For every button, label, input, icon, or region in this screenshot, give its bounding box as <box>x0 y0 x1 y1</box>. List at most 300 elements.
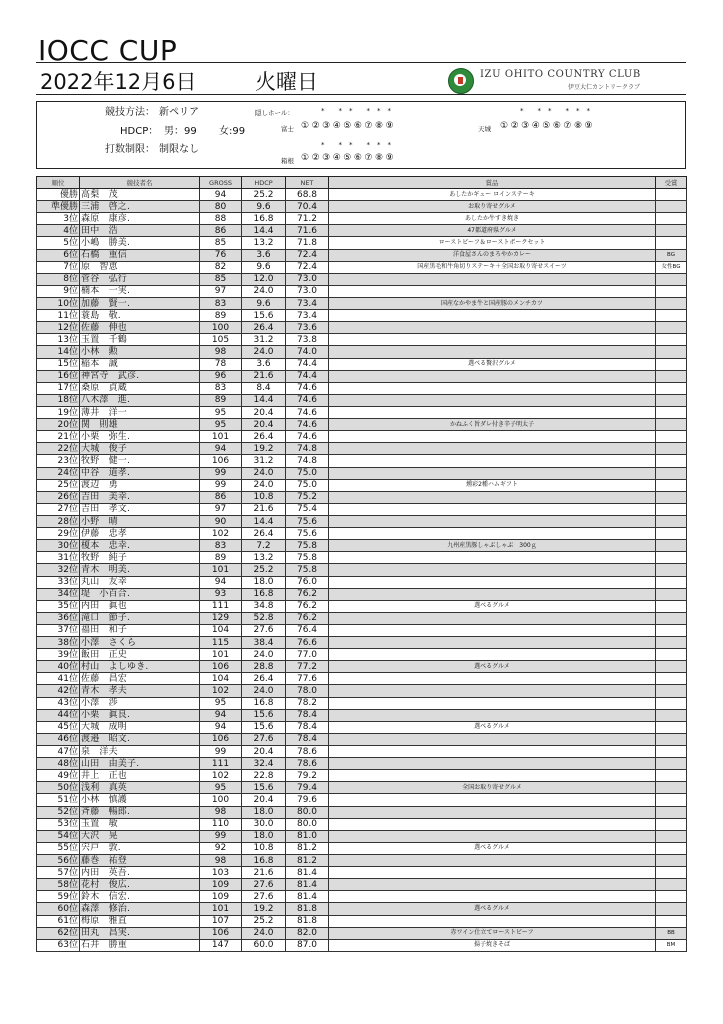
cell-net: 74.6 <box>286 382 329 394</box>
cell-name: 宍戸 敦. <box>80 842 200 854</box>
cell-rank: 20位 <box>37 419 80 431</box>
cell-name: 吉田 美幸. <box>80 491 200 503</box>
cell-hdcp: 20.4 <box>242 794 286 806</box>
cell-gross: 89 <box>200 552 242 564</box>
hidden-holes-label: 隠しホール： <box>255 109 294 117</box>
cell-rank: 準優勝 <box>37 201 80 213</box>
cell-award <box>656 394 687 406</box>
cell-hdcp: 9.6 <box>242 261 286 273</box>
method-label: 競技方法： <box>105 107 155 118</box>
cell-prize: 全国お取り寄せグルメ <box>329 782 656 794</box>
table-row <box>37 515 687 527</box>
cell-award <box>656 770 687 782</box>
cell-prize <box>329 879 656 891</box>
cell-prize <box>329 503 656 515</box>
cell-name: 田丸 昌実. <box>80 927 200 939</box>
cell-hdcp: 19.2 <box>242 903 286 915</box>
cell-net: 87.0 <box>286 939 329 951</box>
cell-hdcp: 26.4 <box>242 673 286 685</box>
cell-name: 原 智恵 <box>80 261 200 273</box>
cell-hdcp: 15.6 <box>242 709 286 721</box>
cell-award <box>656 479 687 491</box>
cell-hdcp: 9.6 <box>242 201 286 213</box>
results-header-row <box>37 177 687 189</box>
table-row <box>37 285 687 297</box>
cell-award <box>656 746 687 758</box>
cell-name: 森原 康彦. <box>80 213 200 225</box>
cell-name: 斉藤 暢郎. <box>80 806 200 818</box>
cell-prize: 九州産黒豚しゃぶしゃぶ 300ｇ <box>329 540 656 552</box>
cell-award <box>656 297 687 309</box>
cell-gross: 82 <box>200 261 242 273</box>
cell-name: 小澤 さくら <box>80 637 200 649</box>
cell-prize <box>329 758 656 770</box>
cell-rank: 3位 <box>37 213 80 225</box>
cell-rank: 59位 <box>37 891 80 903</box>
cell-net: 71.2 <box>286 213 329 225</box>
cell-gross: 102 <box>200 685 242 697</box>
cell-hdcp: 24.0 <box>242 649 286 661</box>
cell-prize <box>329 564 656 576</box>
cell-net: 74.6 <box>286 406 329 418</box>
cell-rank: 6位 <box>37 249 80 261</box>
cell-rank: 58位 <box>37 879 80 891</box>
cell-prize <box>329 770 656 782</box>
cell-hdcp: 24.0 <box>242 467 286 479</box>
cell-name: 田中 浩 <box>80 225 200 237</box>
cell-hdcp: 38.4 <box>242 637 286 649</box>
event-title: IOCC CUP <box>38 34 178 67</box>
cell-rank: 36位 <box>37 612 80 624</box>
cell-prize <box>329 467 656 479</box>
cell-award <box>656 540 687 552</box>
cell-prize <box>329 855 656 867</box>
cell-gross: 101 <box>200 649 242 661</box>
cell-gross: 76 <box>200 249 242 261</box>
cell-prize: 選べるグルメ <box>329 721 656 733</box>
cell-net: 80.0 <box>286 806 329 818</box>
cell-net: 76.0 <box>286 576 329 588</box>
cell-hdcp: 31.2 <box>242 455 286 467</box>
cell-award <box>656 273 687 285</box>
cell-net: 71.6 <box>286 225 329 237</box>
cell-name: 小栗 弥生. <box>80 431 200 443</box>
cell-net: 81.4 <box>286 879 329 891</box>
table-row <box>37 830 687 842</box>
cell-award <box>656 818 687 830</box>
cell-gross: 86 <box>200 491 242 503</box>
table-row <box>37 189 687 201</box>
cell-gross: 94 <box>200 576 242 588</box>
hdcp-female: 女:99 <box>219 126 246 137</box>
cell-name: 牧野 健一. <box>80 455 200 467</box>
table-row <box>37 794 687 806</box>
cell-hdcp: 18.0 <box>242 576 286 588</box>
cell-rank: 9位 <box>37 285 80 297</box>
cell-rank: 28位 <box>37 515 80 527</box>
table-row <box>37 624 687 636</box>
cell-gross: 109 <box>200 891 242 903</box>
cell-net: 81.4 <box>286 891 329 903</box>
cell-prize: 燻彩2種ハムギフト <box>329 479 656 491</box>
results-table <box>36 176 687 952</box>
cell-rank: 10位 <box>37 297 80 309</box>
cell-award <box>656 879 687 891</box>
cell-gross: 109 <box>200 879 242 891</box>
cell-prize: 選べる贅沢グルメ <box>329 358 656 370</box>
col-prize: 賞品 <box>329 177 656 189</box>
cell-net: 74.6 <box>286 419 329 431</box>
cell-prize <box>329 624 656 636</box>
table-row <box>37 358 687 370</box>
cell-prize <box>329 612 656 624</box>
cell-name: 青木 孝夫 <box>80 685 200 697</box>
cell-award <box>656 733 687 745</box>
cell-prize <box>329 310 656 322</box>
cell-award <box>656 310 687 322</box>
table-row <box>37 382 687 394</box>
cell-hdcp: 52.8 <box>242 612 286 624</box>
cell-rank: 51位 <box>37 794 80 806</box>
cell-name: 泉 洋夫 <box>80 746 200 758</box>
cell-prize: かねふく旨ダレ付き辛子明太子 <box>329 419 656 431</box>
cell-name: 丸山 友幸 <box>80 576 200 588</box>
cell-award <box>656 867 687 879</box>
table-row <box>37 806 687 818</box>
cell-prize <box>329 685 656 697</box>
table-row <box>37 697 687 709</box>
cell-gross: 99 <box>200 479 242 491</box>
cell-award: BM <box>656 939 687 951</box>
table-row <box>37 891 687 903</box>
cell-gross: 86 <box>200 225 242 237</box>
cell-prize: 選べるグルメ <box>329 903 656 915</box>
cell-gross: 99 <box>200 467 242 479</box>
cell-gross: 88 <box>200 213 242 225</box>
course-fuji-label: 富士 <box>281 125 294 133</box>
cell-gross: 107 <box>200 915 242 927</box>
cell-rank: 38位 <box>37 637 80 649</box>
cell-name: 玉置 敏 <box>80 818 200 830</box>
hakone-hidden-stars: * * * * * * <box>321 141 391 149</box>
table-row <box>37 273 687 285</box>
cell-prize <box>329 830 656 842</box>
cell-gross: 97 <box>200 503 242 515</box>
cell-rank: 8位 <box>37 273 80 285</box>
cell-hdcp: 7.2 <box>242 540 286 552</box>
cell-award <box>656 564 687 576</box>
cell-name: 薄井 洋一 <box>80 406 200 418</box>
cell-prize <box>329 818 656 830</box>
col-award: 受賞 <box>656 177 687 189</box>
cell-prize <box>329 733 656 745</box>
cell-gross: 92 <box>200 842 242 854</box>
table-row <box>37 733 687 745</box>
cell-name: 内田 眞也 <box>80 600 200 612</box>
cell-gross: 147 <box>200 939 242 951</box>
cell-prize <box>329 709 656 721</box>
cell-gross: 98 <box>200 806 242 818</box>
cell-gross: 99 <box>200 830 242 842</box>
cell-hdcp: 27.6 <box>242 879 286 891</box>
cell-hdcp: 22.8 <box>242 770 286 782</box>
limit-value: 制限なし <box>159 144 199 155</box>
col-rank: 順位 <box>37 177 80 189</box>
cell-award <box>656 515 687 527</box>
cell-net: 75.8 <box>286 552 329 564</box>
table-row <box>37 770 687 782</box>
cell-hdcp: 16.8 <box>242 855 286 867</box>
cell-award <box>656 794 687 806</box>
cell-hdcp: 34.8 <box>242 600 286 612</box>
table-row <box>37 939 687 951</box>
cell-award <box>656 431 687 443</box>
cell-award <box>656 346 687 358</box>
cell-gross: 95 <box>200 782 242 794</box>
cell-gross: 98 <box>200 346 242 358</box>
cell-hdcp: 26.4 <box>242 431 286 443</box>
cell-rank: 35位 <box>37 600 80 612</box>
cell-hdcp: 20.4 <box>242 746 286 758</box>
cell-name: 鈴木 信宏. <box>80 891 200 903</box>
cell-name: 井上 正也 <box>80 770 200 782</box>
course-hakone-label: 箱根 <box>281 157 294 165</box>
cell-net: 74.8 <box>286 455 329 467</box>
cell-rank: 55位 <box>37 842 80 854</box>
cell-rank: 47位 <box>37 746 80 758</box>
cell-award <box>656 697 687 709</box>
cell-net: 73.6 <box>286 322 329 334</box>
cell-prize <box>329 334 656 346</box>
cell-net: 73.4 <box>286 297 329 309</box>
cell-prize: 国産黒毛和牛角切りステーキ＋全国お取り寄せスイーツ <box>329 261 656 273</box>
table-row <box>37 564 687 576</box>
cell-rank: 54位 <box>37 830 80 842</box>
cell-award <box>656 588 687 600</box>
cell-net: 76.4 <box>286 624 329 636</box>
cell-prize <box>329 455 656 467</box>
cell-net: 70.4 <box>286 201 329 213</box>
cell-hdcp: 24.0 <box>242 927 286 939</box>
cell-net: 76.2 <box>286 588 329 600</box>
cell-award <box>656 552 687 564</box>
cell-prize <box>329 867 656 879</box>
cell-award <box>656 419 687 431</box>
cell-net: 71.8 <box>286 237 329 249</box>
cell-rank: 16位 <box>37 370 80 382</box>
cell-gross: 93 <box>200 588 242 600</box>
cell-name: 山田 由美子. <box>80 758 200 770</box>
cell-prize <box>329 443 656 455</box>
cell-net: 81.0 <box>286 830 329 842</box>
cell-name: 小林 勲 <box>80 346 200 358</box>
table-row <box>37 455 687 467</box>
cell-hdcp: 24.0 <box>242 479 286 491</box>
cell-rank: 24位 <box>37 467 80 479</box>
cell-rank: 15位 <box>37 358 80 370</box>
cell-hdcp: 12.0 <box>242 273 286 285</box>
cell-hdcp: 27.6 <box>242 624 286 636</box>
table-row <box>37 334 687 346</box>
cell-hdcp: 24.0 <box>242 285 286 297</box>
table-row <box>37 201 687 213</box>
cell-hdcp: 60.0 <box>242 939 286 951</box>
cell-hdcp: 16.8 <box>242 588 286 600</box>
table-row <box>37 709 687 721</box>
cell-rank: 11位 <box>37 310 80 322</box>
cell-award <box>656 382 687 394</box>
amagi-hidden-stars: * * * * * * <box>520 107 590 115</box>
cell-gross: 95 <box>200 419 242 431</box>
cell-net: 74.4 <box>286 358 329 370</box>
cell-rank: 43位 <box>37 697 80 709</box>
cell-name: 渡辺 勇 <box>80 479 200 491</box>
cell-award <box>656 201 687 213</box>
cell-hdcp: 8.4 <box>242 382 286 394</box>
cell-rank: 優勝 <box>37 189 80 201</box>
cell-name: 稲本 誠 <box>80 358 200 370</box>
cell-gross: 96 <box>200 370 242 382</box>
cell-net: 73.0 <box>286 285 329 297</box>
cell-net: 78.4 <box>286 733 329 745</box>
table-row <box>37 818 687 830</box>
cell-name: 榎本 忠幸. <box>80 540 200 552</box>
cell-rank: 50位 <box>37 782 80 794</box>
cell-gross: 94 <box>200 709 242 721</box>
table-row <box>37 721 687 733</box>
table-row <box>37 406 687 418</box>
cell-rank: 14位 <box>37 346 80 358</box>
cell-net: 77.6 <box>286 673 329 685</box>
cell-award <box>656 782 687 794</box>
cell-award <box>656 903 687 915</box>
cell-gross: 106 <box>200 455 242 467</box>
limit-label: 打数制限： <box>105 144 155 155</box>
cell-hdcp: 15.6 <box>242 782 286 794</box>
hdcp-male: 男：99 <box>164 126 197 137</box>
cell-rank: 63位 <box>37 939 80 951</box>
cell-gross: 94 <box>200 189 242 201</box>
cell-hdcp: 18.0 <box>242 806 286 818</box>
cell-award <box>656 406 687 418</box>
cell-prize: 洋食屋さんのまろやかカレー <box>329 249 656 261</box>
table-row <box>37 782 687 794</box>
cell-gross: 99 <box>200 746 242 758</box>
cell-gross: 111 <box>200 758 242 770</box>
cell-hdcp: 16.8 <box>242 697 286 709</box>
cell-name: 小嶋 勝美. <box>80 237 200 249</box>
cell-name: 玉置 千鶴 <box>80 334 200 346</box>
table-row <box>37 685 687 697</box>
table-row <box>37 479 687 491</box>
cell-name: 蓑島 敬. <box>80 310 200 322</box>
cell-rank: 26位 <box>37 491 80 503</box>
cell-net: 78.4 <box>286 709 329 721</box>
cell-rank: 7位 <box>37 261 80 273</box>
cell-award <box>656 830 687 842</box>
cell-rank: 53位 <box>37 818 80 830</box>
cell-hdcp: 19.2 <box>242 443 286 455</box>
club-logo <box>448 68 686 94</box>
cell-award <box>656 443 687 455</box>
cell-name: 村山 よしゆき. <box>80 661 200 673</box>
cell-net: 72.4 <box>286 261 329 273</box>
cell-rank: 13位 <box>37 334 80 346</box>
cell-gross: 111 <box>200 600 242 612</box>
cell-hdcp: 26.4 <box>242 528 286 540</box>
cell-net: 75.2 <box>286 491 329 503</box>
cell-net: 76.6 <box>286 637 329 649</box>
table-row <box>37 419 687 431</box>
cell-prize: 選べるグルメ <box>329 842 656 854</box>
cell-name: 青木 明美. <box>80 564 200 576</box>
cell-rank: 32位 <box>37 564 80 576</box>
table-row <box>37 310 687 322</box>
cell-hdcp: 13.2 <box>242 552 286 564</box>
table-row <box>37 855 687 867</box>
cell-name: 三浦 啓之. <box>80 201 200 213</box>
table-row <box>37 649 687 661</box>
cell-gross: 85 <box>200 237 242 249</box>
cell-rank: 12位 <box>37 322 80 334</box>
cell-name: 大城 俊子 <box>80 443 200 455</box>
cell-award <box>656 576 687 588</box>
cell-rank: 19位 <box>37 406 80 418</box>
cell-name: 小栗 眞良. <box>80 709 200 721</box>
cell-prize: 選べるグルメ <box>329 661 656 673</box>
cell-gross: 83 <box>200 382 242 394</box>
cell-hdcp: 21.6 <box>242 867 286 879</box>
cell-name: 渡邉 昭文. <box>80 733 200 745</box>
cell-net: 81.4 <box>286 867 329 879</box>
cell-net: 75.0 <box>286 467 329 479</box>
table-row <box>37 503 687 515</box>
cell-gross: 100 <box>200 794 242 806</box>
cell-hdcp: 10.8 <box>242 842 286 854</box>
cell-rank: 48位 <box>37 758 80 770</box>
cell-name: 森澤 修治. <box>80 903 200 915</box>
cell-prize <box>329 806 656 818</box>
cell-name: 福田 和子 <box>80 624 200 636</box>
club-name-en: IZU OHITO COUNTRY CLUB <box>480 69 641 80</box>
table-row <box>37 758 687 770</box>
cell-award <box>656 322 687 334</box>
table-row <box>37 528 687 540</box>
cell-name: 大沢 晃 <box>80 830 200 842</box>
cell-net: 79.4 <box>286 782 329 794</box>
cell-name: 滝口 節子. <box>80 612 200 624</box>
cell-name: 小野 晴 <box>80 515 200 527</box>
cell-prize <box>329 394 656 406</box>
cell-name: 神宮寺 武彦. <box>80 370 200 382</box>
cell-net: 80.0 <box>286 818 329 830</box>
cell-award <box>656 528 687 540</box>
cell-hdcp: 27.6 <box>242 733 286 745</box>
table-row <box>37 661 687 673</box>
cell-prize <box>329 285 656 297</box>
cell-award <box>656 237 687 249</box>
cell-hdcp: 21.6 <box>242 503 286 515</box>
cell-name: 藤巻 祐登 <box>80 855 200 867</box>
cell-name: 内田 英吾. <box>80 867 200 879</box>
cell-net: 75.4 <box>286 503 329 515</box>
cell-gross: 106 <box>200 661 242 673</box>
club-emblem-icon <box>448 68 474 94</box>
table-row <box>37 903 687 915</box>
cell-prize <box>329 273 656 285</box>
fuji-hidden-stars: * * * * * * <box>321 107 391 115</box>
table-row <box>37 576 687 588</box>
